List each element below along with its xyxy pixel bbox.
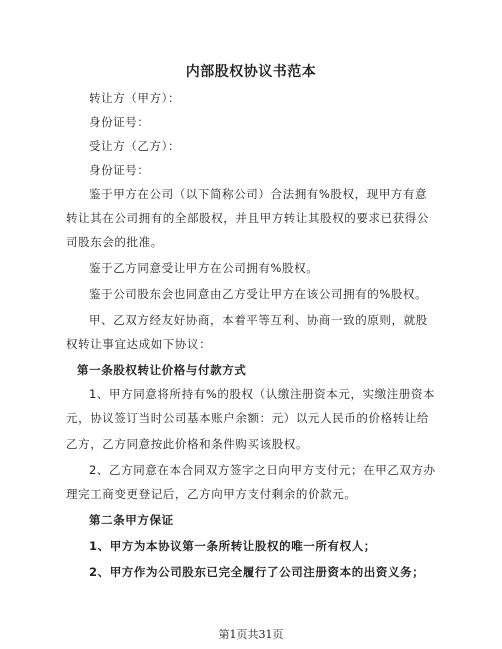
paragraph-line: 甲、乙双方经友好协商，本着平等互利、协商一致的原则，就股 bbox=[89, 313, 428, 327]
paragraph-line: 转让其在公司拥有的全部股权，并且甲方转让其股权的要求已获得公 bbox=[66, 211, 429, 225]
transferor-line: 转让方（甲方）： bbox=[89, 91, 181, 105]
paragraph-line: 2、甲方作为公司股东已完全履行了公司注册资本的出资义务； bbox=[89, 565, 425, 579]
paragraph-line: 鉴于公司股东会也同意由乙方受让甲方在该公司拥有的%股权。 bbox=[89, 287, 428, 301]
section-heading: 第一条股权转让价格与付款方式 bbox=[77, 363, 247, 377]
paragraph-line: 鉴于乙方同意受让甲方在公司拥有%股权。 bbox=[89, 261, 319, 275]
document-title: 内部股权协议书范本 bbox=[185, 64, 317, 80]
section-heading: 第二条甲方保证 bbox=[89, 513, 174, 527]
page-number: 第1页共31页 bbox=[218, 628, 284, 641]
paragraph-line: 司股东会的批准。 bbox=[66, 235, 163, 249]
transferor-id-line: 身份证号： bbox=[89, 115, 150, 129]
paragraph-line: 元，协议签订当时公司基本账户余额：元）以元人民币的价格转让给 bbox=[66, 411, 429, 425]
paragraph-line: 1、甲方同意将所持有%的股权（认缴注册资本元，实缴注册资本 bbox=[89, 387, 436, 401]
transferee-id-line: 身份证号： bbox=[89, 163, 150, 177]
paragraph-line: 鉴于甲方在公司（以下简称公司）合法拥有%股权，现甲方有意 bbox=[89, 187, 428, 201]
paragraph-line: 权转让事宜达成如下协议： bbox=[66, 337, 212, 351]
paragraph-line: 1、甲方为本协议第一条所转让股权的唯一所有权人； bbox=[89, 539, 376, 553]
paragraph-line: 乙方，乙方同意按此价格和条件购买该股权。 bbox=[66, 437, 308, 451]
paragraph-line: 理完工商变更登记后，乙方向甲方支付剩余的价款元。 bbox=[66, 487, 357, 501]
paragraph-line: 2、乙方同意在本合同双方签字之日向甲方支付元；在甲乙双方办 bbox=[89, 463, 436, 477]
transferee-line: 受让方（乙方）： bbox=[89, 139, 181, 153]
